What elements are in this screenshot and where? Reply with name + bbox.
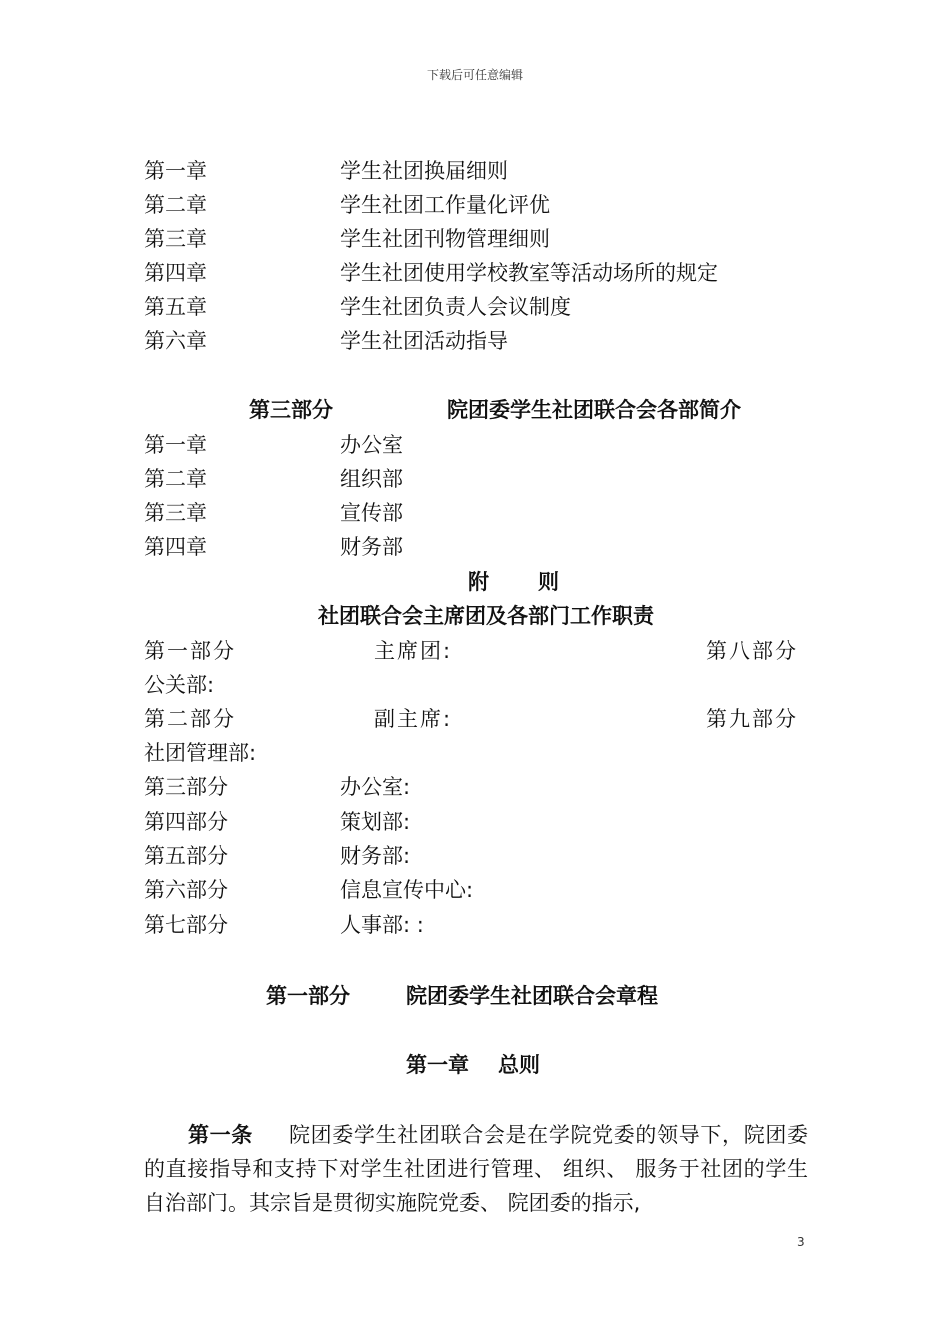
part-name: 社团管理部: <box>144 741 257 765</box>
part-label-right: 第八部分 <box>706 639 798 663</box>
chapter-label: 第四章 <box>144 535 207 559</box>
part-name: 人事部: : <box>340 913 424 937</box>
chapter-label: 第三章 <box>144 501 207 525</box>
part-label: 第七部分 <box>144 913 228 937</box>
chapter-title: 学生社团工作量化评优 <box>340 193 550 217</box>
part-name: 信息宣传中心: <box>340 878 474 902</box>
part-name: 策划部: <box>340 810 411 834</box>
chapter-title: 学生社团活动指导 <box>340 329 508 353</box>
article-text: 院团委学生社团联合会是在学院党委的领导下，院团委的直接指导和支持下对学生社团进行管理、 组织、 服务于社团的学生自治部门。其宗旨是贯彻实施院党委、 院团委的指示, <box>144 1123 809 1215</box>
part-label: 第五部分 <box>144 844 228 868</box>
part-label-right: 第九部分 <box>706 707 798 731</box>
part-label: 第二部分 <box>144 707 236 731</box>
chapter-title: 学生社团负责人会议制度 <box>340 295 571 319</box>
chapter-label: 第五章 <box>144 295 207 319</box>
part1-title: 院团委学生社团联合会章程 <box>406 984 658 1008</box>
chapter-title: 学生社团换届细则 <box>340 159 508 183</box>
chapter-heading-title: 总则 <box>498 1053 540 1077</box>
article-paragraph <box>144 1118 808 1220</box>
chapter-label: 第四章 <box>144 261 207 285</box>
part-name: 财务部: <box>340 844 411 868</box>
part-name: 办公室: <box>340 775 411 799</box>
part-name: 副主席: <box>374 707 453 731</box>
chapter-title: 学生社团刊物管理细则 <box>340 227 550 251</box>
chapter-heading <box>0 1048 950 1082</box>
chapter-label: 第三章 <box>144 227 207 251</box>
part-name: 主席团: <box>374 639 453 663</box>
part3-label: 第三部分 <box>249 398 333 422</box>
part-label: 第六部分 <box>144 878 228 902</box>
chapter-title: 组织部 <box>340 467 403 491</box>
chapter-title: 办公室 <box>340 433 403 457</box>
appendix-heading-left: 附 <box>468 570 489 594</box>
article-label: 第一条 <box>188 1123 253 1147</box>
part3-heading <box>0 393 950 427</box>
part-name: 公关部: <box>144 673 215 697</box>
appendix-heading-right: 则 <box>538 570 559 594</box>
chapter-label: 第六章 <box>144 329 207 353</box>
chapter-title: 宣传部 <box>340 501 403 525</box>
chapter-heading-label: 第一章 <box>406 1053 469 1077</box>
part1-label: 第一部分 <box>266 984 350 1008</box>
part-label: 第四部分 <box>144 810 228 834</box>
chapter-label: 第二章 <box>144 467 207 491</box>
chapter-label: 第二章 <box>144 193 207 217</box>
appendix-heading <box>0 565 950 599</box>
part-label: 第三部分 <box>144 775 228 799</box>
appendix-subtitle-row <box>0 599 950 633</box>
chapter-title: 学生社团使用学校教室等活动场所的规定 <box>340 261 718 285</box>
part3-title: 院团委学生社团联合会各部简介 <box>447 398 741 422</box>
part-label: 第一部分 <box>144 639 236 663</box>
chapter-label: 第一章 <box>144 433 207 457</box>
part1-heading <box>0 979 950 1013</box>
page-number: 3 <box>797 1235 805 1249</box>
page-header: 下载后可任意编辑 <box>426 68 523 82</box>
appendix-subtitle: 社团联合会主席团及各部门工作职责 <box>318 604 654 628</box>
chapter-title: 财务部 <box>340 535 403 559</box>
chapter-label: 第一章 <box>144 159 207 183</box>
